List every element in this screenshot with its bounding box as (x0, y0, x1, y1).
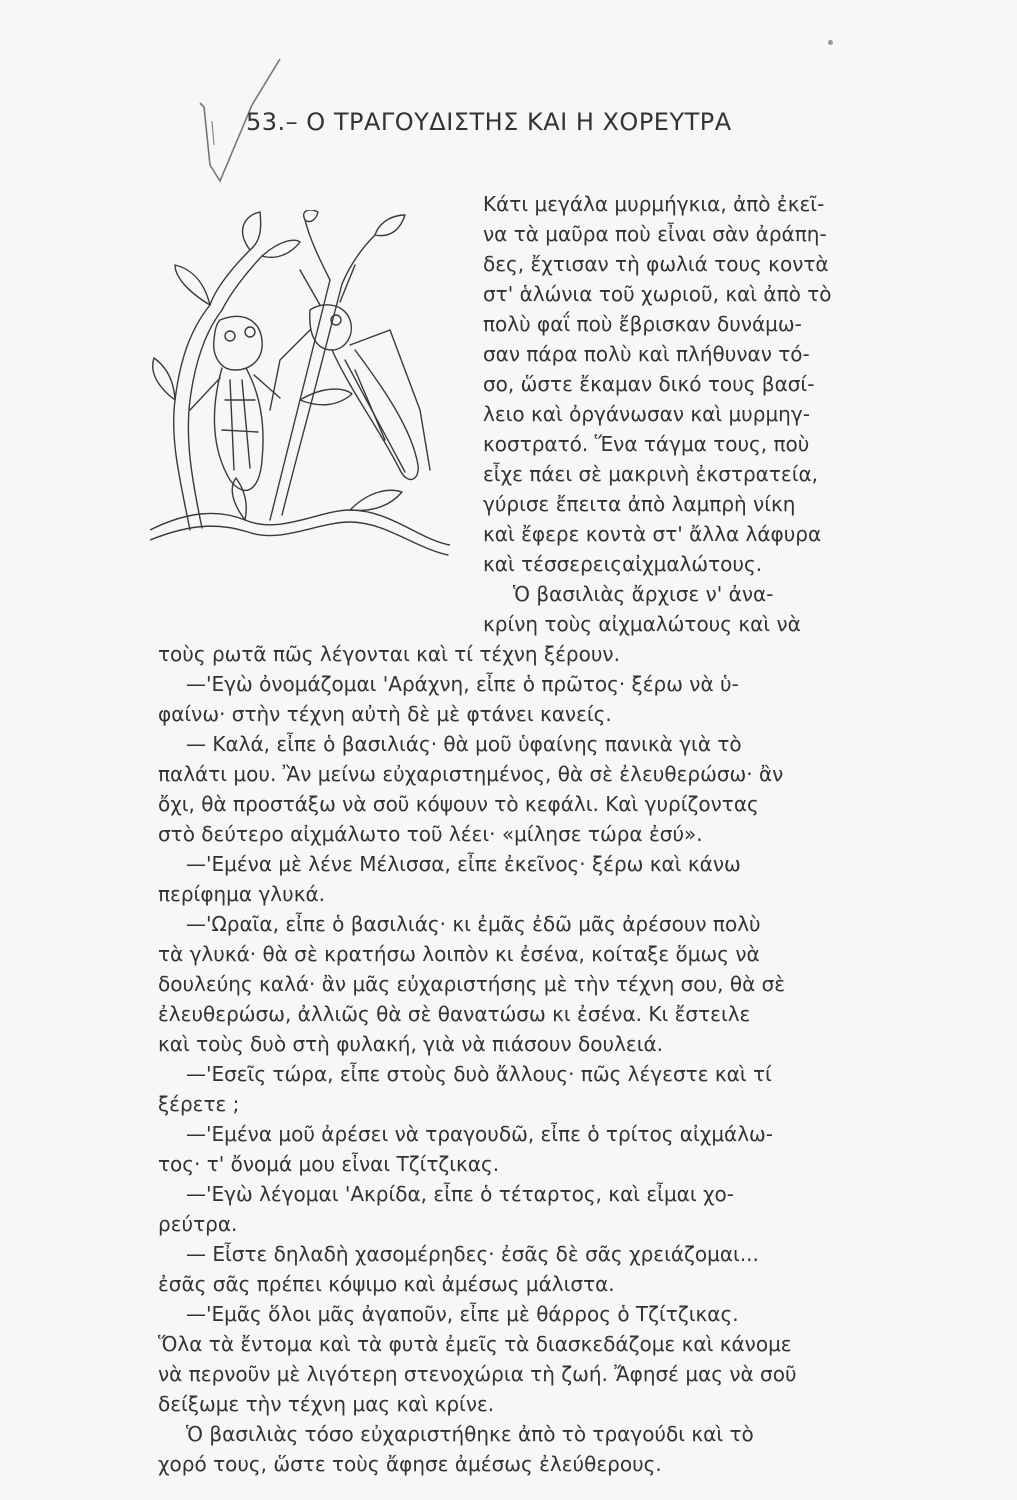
text-line: τὰ γλυκά· θὰ σὲ κρατήσω λοιπὸν κι ἐσένα, κοίταξε ὅμως νὰ (158, 942, 760, 966)
text-line: πολὺ φαΐ ποὺ ἔβρισκαν δυνάμω- (483, 312, 802, 336)
text-line: —'Εσεῖς τώρα, εἶπε στοὺς δυὸ ἄλλους· πῶς λέγεστε καὶ τί (186, 1062, 772, 1086)
text-line: δείξωμε τὴν τέχνη μας καὶ κρίνε. (158, 1392, 495, 1416)
text-line: ρεύτρα. (158, 1212, 238, 1236)
text-line: εἶχε πάει σὲ μακρινὴ ἐκστρατεία, (483, 462, 819, 486)
text-line: στὸ δεύτερο αἰχμάλωτο τοῦ λέει· «μίλησε τώρα ἐσύ». (158, 822, 703, 846)
text-line: λειο καὶ ὀργάνωσαν καὶ μυρμηγ- (483, 402, 810, 426)
text-line: καὶ ἔφερε κοντὰ στ' ἄλλα λάφυρα (483, 522, 822, 546)
text-line: στ' ἁλώνια τοῦ χωριοῦ, καὶ ἀπὸ τὸ (483, 282, 832, 306)
text-line: παλάτι μου. Ἂν μείνω εὐχαριστημένος, θὰ σὲ ἐλευθερώσω· ἂν (158, 762, 784, 786)
text-line: Ὁ βασιλιὰς τόσο εὐχαριστήθηκε ἀπὸ τὸ τραγούδι καὶ τὸ (186, 1422, 754, 1446)
text-line: σο, ὥστε ἔκαμαν δικό τους βασί- (483, 372, 815, 396)
text-line: δες, ἔχτισαν τὴ φωλιά τους κοντὰ (483, 252, 829, 276)
text-line: καὶ τοὺς δυὸ στὴ φυλακή, γιὰ νὰ πιάσουν δουλειά. (158, 1032, 664, 1056)
cicada-and-grasshopper-illustration-icon (150, 210, 450, 565)
text-line: ξέρετε ; (158, 1092, 240, 1116)
text-line: νὰ περνοῦν μὲ λιγότερη στενοχώρια τὴ ζωή. Ἄφησέ μας νὰ σοῦ (158, 1362, 797, 1386)
text-line: χορό τους, ὥστε τοὺς ἄφησε ἀμέσως ἐλεύθερους. (158, 1452, 662, 1476)
text-line: —'Ωραῖα, εἶπε ὁ βασιλιάς· κι ἐμᾶς ἐδῶ μᾶς ἀρέσουν πολὺ (186, 912, 761, 936)
text-line: να τὰ μαῦρα ποὺ εἶναι σὰν ἀράπη- (483, 222, 827, 246)
text-line: ἐσᾶς σᾶς πρέπει κόψιμο καὶ ἀμέσως μάλιστα. (158, 1272, 615, 1296)
text-line: φαίνω· στὴν τέχνη αὐτὴ δὲ μὲ φτάνει κανείς. (158, 702, 612, 726)
text-line: περίφημα γλυκά. (158, 882, 326, 906)
text-line: —'Εγὼ λέγομαι 'Ακρίδα, εἶπε ὁ τέταρτος, καὶ εἶμαι χο- (186, 1182, 734, 1206)
text-line: Κάτι μεγάλα μυρμήγκια, ἀπὸ ἐκεῖ- (483, 192, 825, 216)
text-line: —'Εμᾶς ὅλοι μᾶς ἀγαποῦν, εἶπε μὲ θάρρος ὁ Τζίτζικας. (186, 1302, 739, 1326)
page-title: 53.– Ο ΤΡΑΓΟΥΔΙΣΤΗΣ ΚΑΙ Η ΧΟΡΕΥΤΡΑ (246, 108, 732, 136)
text-line: τος· τ' ὄνομά μου εἶναι Τζίτζικας. (158, 1152, 500, 1176)
text-line: Ὅλα τὰ ἔντομα καὶ τὰ φυτὰ ἐμεῖς τὰ διασκεδάζομε καὶ κάνομε (158, 1332, 792, 1356)
text-line: ὄχι, θὰ προστάξω νὰ σοῦ κόψουν τὸ κεφάλι. Καὶ γυρίζοντας (158, 792, 759, 816)
text-line: δουλεύης καλά· ἂν μᾶς εὐχαριστήσης μὲ τὴν τέχνη σου, θὰ σὲ (158, 972, 786, 996)
text-line: καὶ τέσσερειςαἰχμαλώτους. (483, 552, 763, 576)
speck (828, 40, 833, 45)
text-line: γύρισε ἔπειτα ἀπὸ λαμπρὴ νίκη (483, 492, 796, 516)
text-line: —'Εμένα μὲ λένε Μέλισσα, εἶπε ἐκεῖνος· ξέρω καὶ κάνω (186, 852, 741, 876)
text-line: τοὺς ρωτᾶ πῶς λέγονται καὶ τί τέχνη ξέρουν. (158, 642, 620, 666)
text-line: — Εἶστε δηλαδὴ χασομέρηδες· ἐσᾶς δὲ σᾶς χρειάζομαι... (186, 1242, 759, 1266)
text-line: σαν πάρα πολὺ καὶ πλήθυναν τό- (483, 342, 810, 366)
text-line: —'Εγὼ ὀνομάζομαι 'Αράχνη, εἶπε ὁ πρῶτος· ξέρω νὰ ὑ- (186, 672, 739, 696)
text-line: — Καλά, εἶπε ὁ βασιλιάς· θὰ μοῦ ὑφαίνης πανικὰ γιὰ τὸ (186, 732, 742, 756)
text-line: Ὁ βασιλιὰς ἄρχισε ν' ἀνα- (513, 582, 774, 606)
text-line: κρίνη τοὺς αἰχμαλώτους καὶ νὰ (483, 612, 801, 636)
text-line: ἐλευθερώσω, ἀλλιῶς θὰ σὲ θανατώσω κι ἐσένα. Κι ἔστειλε (158, 1002, 751, 1026)
text-line: κοστρατό. Ἕνα τάγμα τους, ποὺ (483, 432, 810, 456)
text-line: —'Εμένα μοῦ ἀρέσει νὰ τραγουδῶ, εἶπε ὁ τρίτος αἰχμάλω- (186, 1122, 774, 1146)
